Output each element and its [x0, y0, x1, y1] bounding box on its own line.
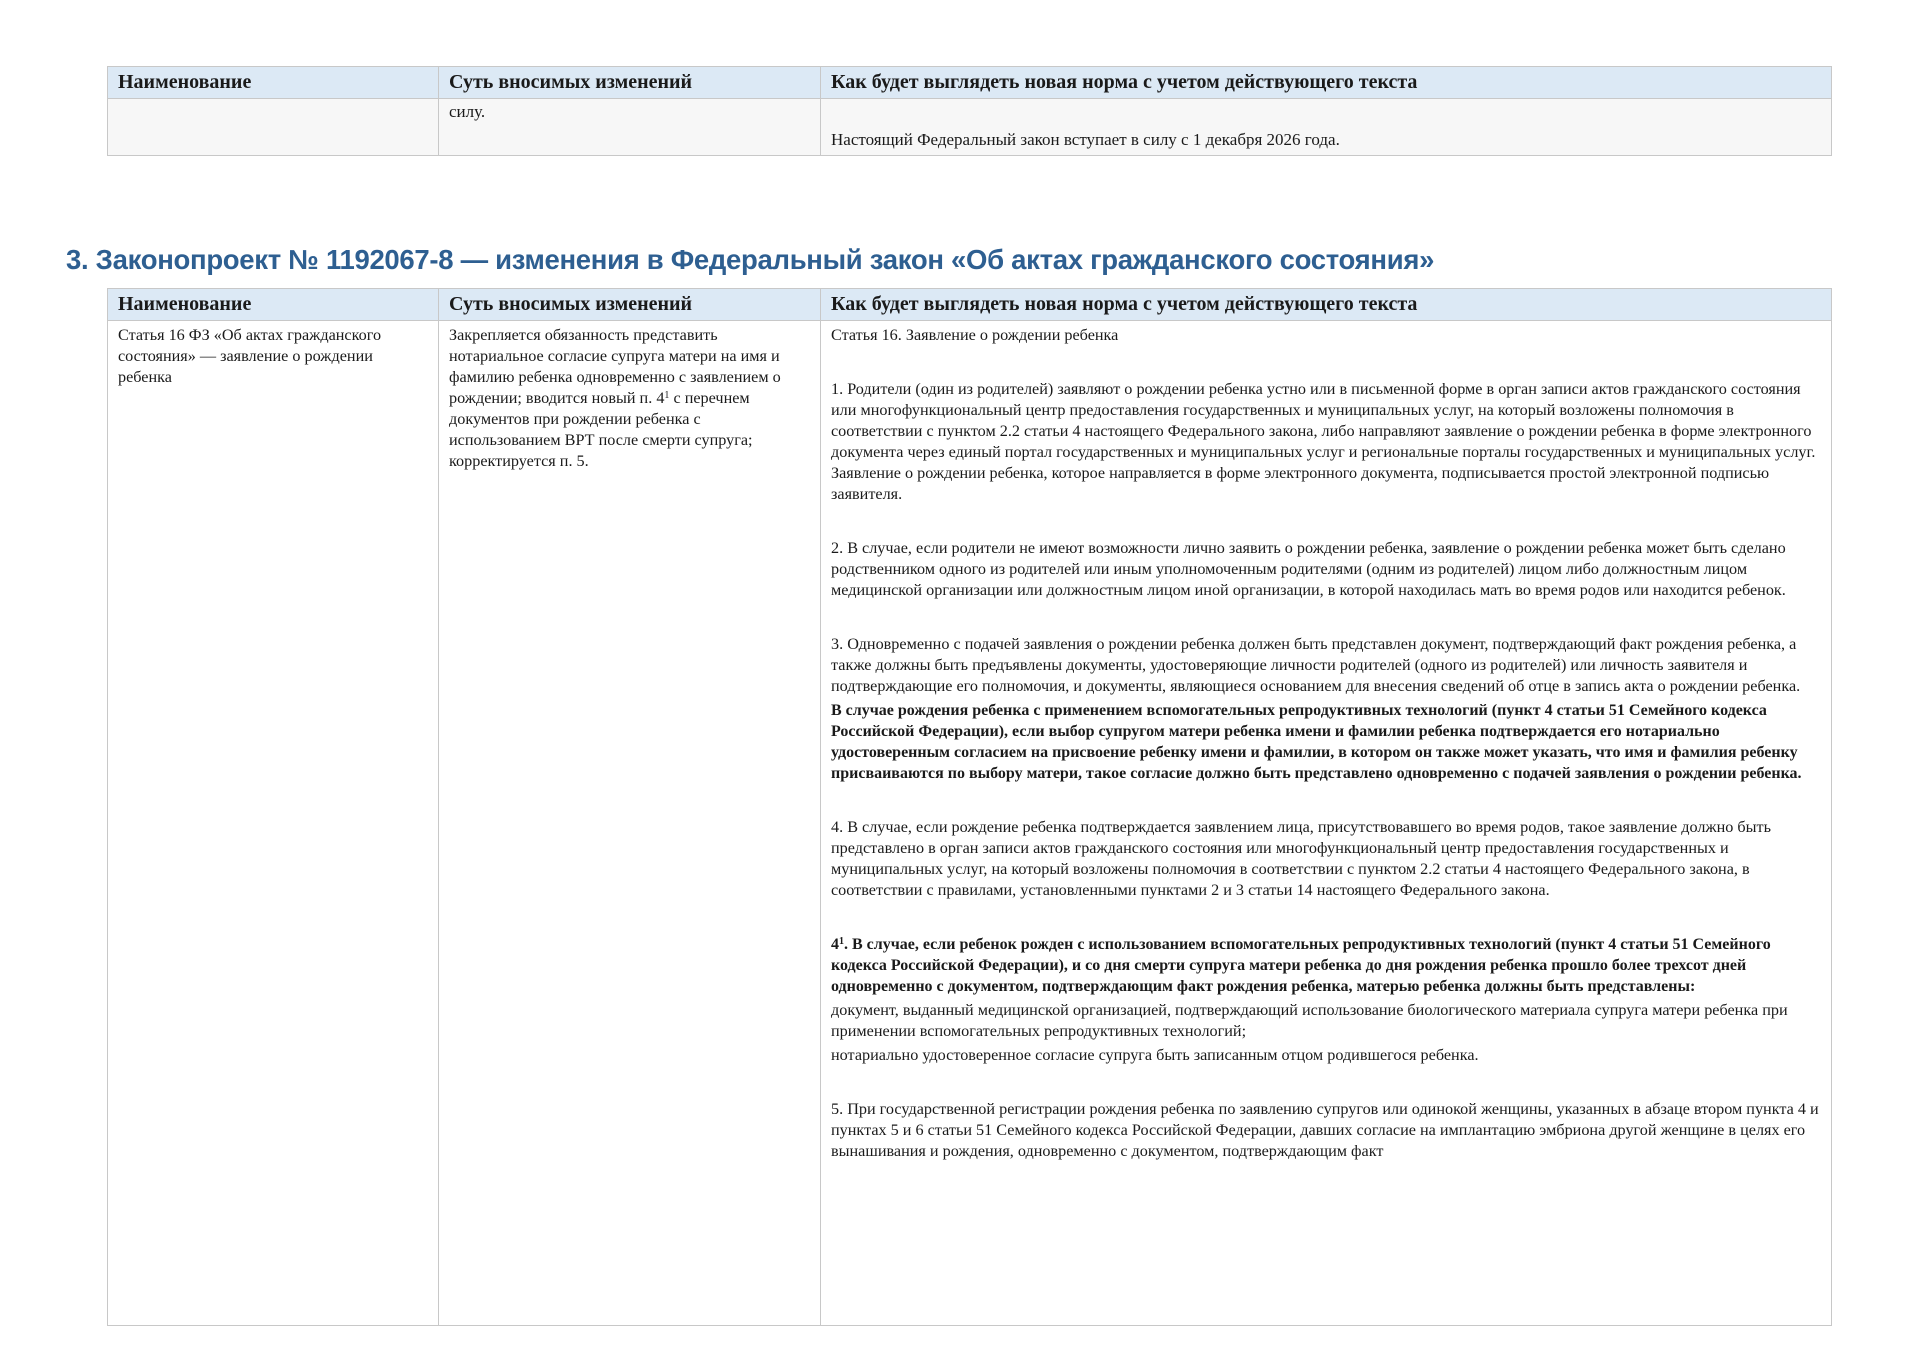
header-name: Наименование [108, 289, 439, 321]
changes-table-section-3 [107, 288, 1832, 1326]
header-essence: Суть вносимых изменений [439, 289, 821, 321]
paragraph-1: 1. Родители (один из родителей) заявляют о рождении ребенка устно или в письменной форме в орган записи актов гражданского состояния или многофункциональный центр предоставления государственных и муниципальных услуг, на который возложены полномочия в соответствии с пунктом 2.2 статьи 4 настоящего Федерального закона, либо направляют заявление о рождении ребенка в форме электронного документа через единый портал государственных и муниципальных услуг и региональные порталы государственных и муниципальных услуг. Заявление о рождении ребенка, которое направляется в форме электронного документа, подписывается простой электронной подписью заявителя. [831, 380, 1816, 503]
essence-superscript: 1 [664, 390, 670, 401]
table-header-row [108, 67, 1832, 99]
changes-table-continued [107, 66, 1832, 156]
cell-name [108, 99, 439, 156]
paragraph-4-1-number: 4 [831, 936, 839, 953]
article-name: Статья 16 ФЗ «Об актах гражданского состояния» — заявление о рождении ребенка [118, 326, 382, 386]
paragraph-4-1-text: . В случае, если ребенок рожден с использованием вспомогательных репродуктивных технологий (пункт 4 статьи 51 Семейного кодекса Российской Федерации), и со дня смерти супруга матери ребенка до дня рождения ребенка прошло более трехсот дней одновременно с документом, подтверждающим факт рождения ребенка, матерью ребенка должны быть представлены: [831, 936, 1771, 995]
header-essence: Суть вносимых изменений [439, 67, 821, 99]
header-new-norm: Как будет выглядеть новая норма с учетом действующего текста [821, 289, 1832, 321]
paragraph-4: 4. В случае, если рождение ребенка подтверждается заявлением лица, присутствовавшего во время родов, такое заявление должно быть представлено в орган записи актов гражданского состояния или многофункциональный центр предоставления государственных и муниципальных услуг, на который возложены полномочия в соответствии с пунктом 2.2 статьи 4 настоящего Федерального закона, в соответствии с правилами, установленными пунктами 2 и 3 статьи 14 настоящего Федерального закона. [831, 818, 1771, 899]
section-heading: 3. Законопроект № 1192067-8 — изменения в Федеральный закон «Об актах гражданского состояния» [66, 244, 1435, 275]
essence-text: силу. [449, 102, 486, 121]
paragraph-4-1-superscript: 1 [839, 936, 844, 947]
cell-name [108, 321, 439, 1326]
essence-part-1: Закрепляется обязанность представить нотариальное согласие супруга матери на имя и фамилию ребенка одновременно с заявлением о рождении; вводится новый п. 4 [449, 326, 781, 407]
paragraph-3-bold-addition: В случае рождения ребенка с применением вспомогательных репродуктивных технологий (пункт 4 статьи 51 Семейного кодекса Российской Федерации), если выбор супругом матери ребенка имени и фамилии ребенка подтверждается его нотариально удостоверенным согласием на присвоение ребенку имени и фамилии, в котором он также может указать, что имя и фамилия ребенку присваиваются по выбору матери, такое согласие должно быть представлено одновременно с подачей заявления о рождении ребенка. [831, 702, 1802, 782]
new-norm-text: Настоящий Федеральный закон вступает в силу с 1 декабря 2026 года. [831, 130, 1340, 149]
table-row [108, 99, 1832, 156]
cell-new-norm [821, 321, 1832, 1326]
table-row [108, 321, 1832, 1326]
paragraph-2: 2. В случае, если родители не имеют возможности лично заявить о рождении ребенка, заявление о рождении ребенка может быть сделано родственником одного из родителей или иным уполномоченным родителями (одним из родителей) лицом либо должностным лицом медицинской организации или должностным лицом иной организации, в которой находилась мать во время родов или находится ребенок. [831, 539, 1786, 599]
table-header-row [108, 289, 1832, 321]
essence-text [449, 325, 810, 472]
header-name: Наименование [108, 67, 439, 99]
paragraph-4-1-item-2: нотариально удостоверенное согласие супруга быть записанным отцом родившегося ребенка. [831, 1046, 1479, 1064]
essence-part-2: с перечнем документов при рождении ребенка с использованием ВРТ после смерти супруга; корректируется п. 5. [449, 389, 753, 470]
paragraph-4-1 [831, 934, 1821, 997]
cell-essence [439, 321, 821, 1326]
header-new-norm: Как будет выглядеть новая норма с учетом действующего текста [821, 67, 1832, 99]
paragraph-4-1-item-1: документ, выданный медицинской организацией, подтверждающий использование биологического материала супруга матери ребенка при применении вспомогательных репродуктивных технологий; [831, 1001, 1788, 1040]
cell-essence [439, 99, 821, 156]
article-title: Статья 16. Заявление о рождении ребенка [831, 326, 1119, 344]
paragraph-3: 3. Одновременно с подачей заявления о рождении ребенка должен быть представлен документ, подтверждающий факт рождения ребенка, а также должны быть предъявлены документы, удостоверяющие личности родителей (одного из родителей) или личность заявителя и подтверждающие его полномочия, и документы, являющиеся основанием для внесения сведений об отце в запись акта о рождении ребенка. [831, 635, 1801, 695]
cell-new-norm [821, 99, 1832, 156]
paragraph-5: 5. При государственной регистрации рождения ребенка по заявлению супругов или одинокой женщины, указанных в абзаце втором пункта 4 и пунктах 5 и 6 статьи 51 Семейного кодекса Российской Федерации, давших согласие на имплантацию эмбриона другой женщине в целях его вынашивания и рождения, одновременно с документом, подтверждающим факт [831, 1100, 1819, 1160]
